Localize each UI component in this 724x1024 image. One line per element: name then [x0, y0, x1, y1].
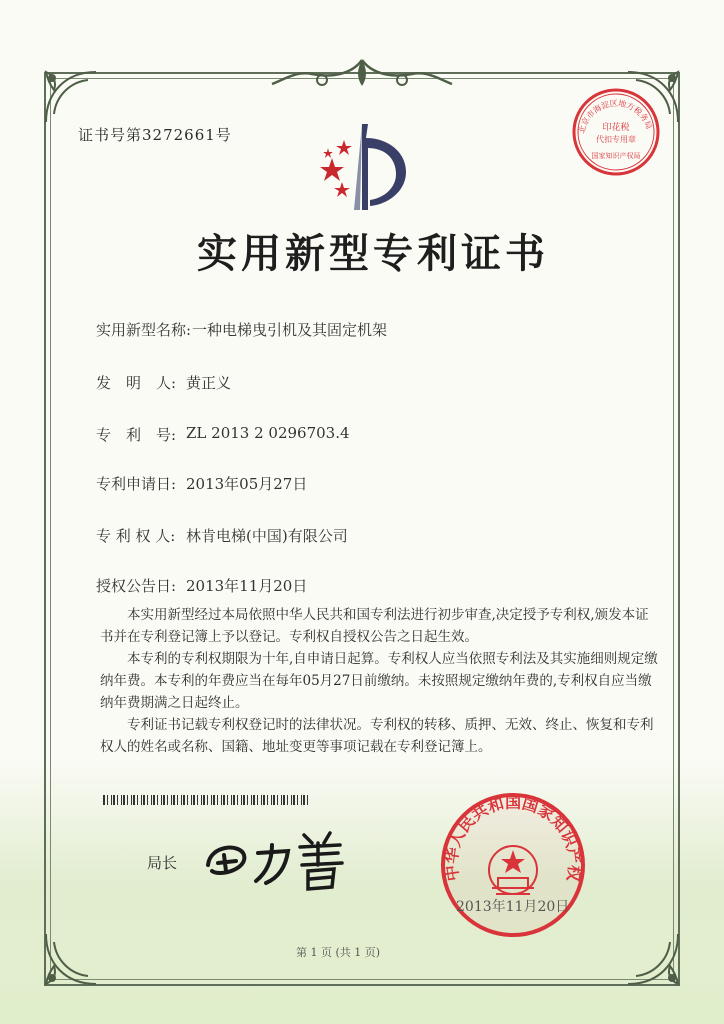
certificate-number: 证书号第3272661号: [78, 126, 232, 144]
body-paragraphs: [100, 604, 660, 758]
barcode-bar: [221, 795, 222, 805]
barcode-bar: [183, 795, 185, 805]
barcode-bar: [257, 795, 258, 805]
barcode-bar: [187, 795, 188, 805]
barcode-bar: [293, 795, 295, 805]
barcode-bar: [111, 795, 112, 805]
barcode-bar: [113, 795, 115, 805]
patentee-value: 林肯电梯(中国)有限公司: [186, 527, 348, 545]
barcode-bar: [253, 795, 255, 805]
patentee-label: 专 利 权 人:: [96, 527, 176, 545]
barcode-bar: [177, 795, 178, 805]
barcode-bar: [153, 795, 155, 805]
barcode-bar: [291, 795, 292, 805]
corner-ornament-top-left: [36, 62, 106, 132]
barcode-bar: [243, 795, 245, 805]
corner-ornament-bottom-right: [618, 924, 688, 994]
barcode-bar: [167, 795, 168, 805]
barcode-bar: [231, 795, 232, 805]
barcode-bar: [297, 795, 298, 805]
barcode-bar: [107, 795, 108, 805]
tax-stamp-line-1: 印花税: [602, 123, 630, 133]
barcode-bar: [223, 795, 225, 805]
barcode-bar: [141, 795, 142, 805]
barcode: [103, 790, 308, 800]
barcode-bar: [137, 795, 138, 805]
barcode-bar: [261, 795, 262, 805]
barcode-bar: [267, 795, 268, 805]
body-paragraph-3: 专利证书记载专利权登记时的法律状况。专利权的转移、质押、无效、终止、恢复和专利权人的姓名或名称、国籍、地址变更等事项记载在专利登记簿上。: [100, 717, 654, 755]
official-seal-text: 中华人民共和国国家知识产权: [441, 792, 585, 883]
director-label: 局长: [147, 854, 178, 872]
corner-ornament-bottom-left: [36, 924, 106, 994]
barcode-bar: [203, 795, 205, 805]
barcode-bar: [251, 795, 252, 805]
top-scroll-ornament: [262, 56, 462, 92]
utility-model-name-value: 一种电梯曳引机及其固定机架: [192, 321, 388, 339]
grant-date-value: 2013年11月20日: [186, 577, 308, 595]
body-paragraph-1: 本实用新型经过本局依照中华人民共和国专利法进行初步审查,决定授予专利权,颁发本证书并在专利登记簿上予以登记。专利权自授权公告之日起生效。: [100, 607, 649, 645]
filing-date-label: 专利申请日:: [96, 475, 177, 493]
patent-number-label: 专 利 号:: [96, 426, 177, 444]
barcode-bar: [191, 795, 192, 805]
barcode-bar: [143, 795, 145, 805]
barcode-bar: [281, 795, 282, 805]
body-paragraph-2: 本专利的专利权期限为十年,自申请日起算。专利权人应当依照专利法及其实施细则规定缴纳年费。本专利的年费应当在每年05月27日前缴纳。未按照规定缴纳年费的,专利权自应当缴纳年费期满之日起终止。: [100, 651, 658, 711]
barcode-bar: [213, 795, 215, 805]
inventor-value: 黄正义: [186, 374, 232, 392]
barcode-bar: [277, 795, 278, 805]
barcode-bar: [181, 795, 182, 805]
tax-stamp-line-3: 国家知识产权局: [591, 152, 641, 160]
barcode-bar: [193, 795, 195, 805]
barcode-bar: [227, 795, 228, 805]
barcode-bar: [271, 795, 272, 805]
official-seal: [438, 790, 588, 940]
barcode-bar: [211, 795, 212, 805]
barcode-bar: [171, 795, 172, 805]
barcode-bar: [121, 795, 122, 805]
barcode-bar: [207, 795, 208, 805]
barcode-bar: [273, 795, 275, 805]
tax-stamp-line-2: 代扣专用章: [596, 135, 636, 144]
barcode-bar: [161, 795, 162, 805]
barcode-bar: [217, 795, 218, 805]
barcode-bar: [151, 795, 152, 805]
barcode-bar: [307, 795, 308, 805]
barcode-bar: [283, 795, 285, 805]
page-number-footer: 第 1 页 (共 1 页): [296, 946, 381, 959]
tax-stamp-outer-text: 北京市海淀区地方税务局: [577, 98, 654, 135]
tax-stamp-seal: [570, 86, 662, 178]
barcode-bar: [123, 795, 125, 805]
barcode-bar: [147, 795, 148, 805]
grant-date-label: 授权公告日:: [96, 577, 177, 595]
barcode-bar: [103, 795, 105, 805]
filing-date-value: 2013年05月27日: [186, 475, 308, 493]
seal-date: 2013年11月20日: [456, 899, 570, 915]
barcode-bar: [127, 795, 128, 805]
utility-model-name-label: 实用新型名称:: [96, 321, 192, 339]
patent-office-emblem: [310, 118, 420, 218]
barcode-bar: [241, 795, 242, 805]
barcode-bar: [263, 795, 265, 805]
barcode-bar: [301, 795, 302, 805]
barcode-bar: [117, 795, 118, 805]
barcode-bar: [237, 795, 238, 805]
barcode-bar: [163, 795, 165, 805]
barcode-bar: [133, 795, 135, 805]
certificate-title: 实用新型专利证书: [197, 230, 549, 277]
barcode-bar: [173, 795, 175, 805]
barcode-bar: [303, 795, 305, 805]
barcode-bar: [201, 795, 202, 805]
barcode-bar: [197, 795, 198, 805]
director-signature: [200, 825, 360, 895]
patent-number-value: ZL 2013 2 0296703.4: [186, 424, 350, 442]
barcode-bar: [157, 795, 158, 805]
barcode-bar: [247, 795, 248, 805]
barcode-bar: [233, 795, 235, 805]
inventor-label: 发 明 人:: [96, 374, 177, 392]
barcode-bar: [287, 795, 288, 805]
barcode-bar: [131, 795, 132, 805]
